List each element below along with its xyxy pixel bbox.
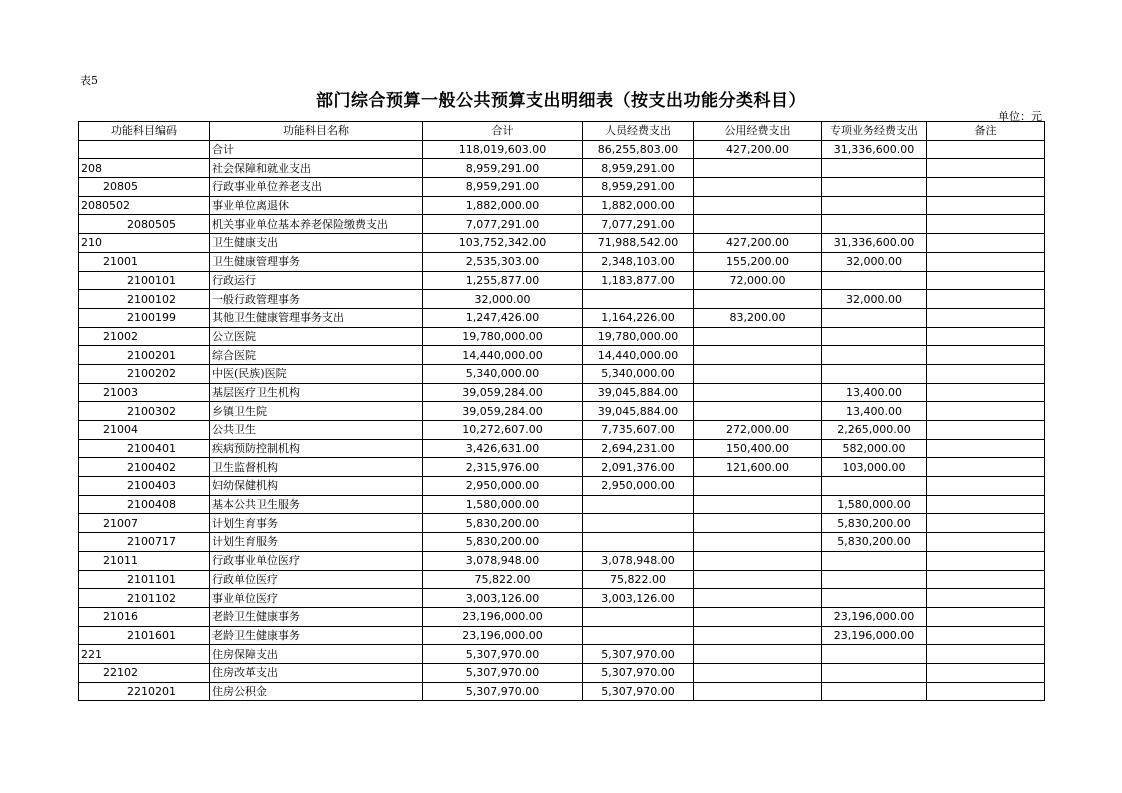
cell-public: 155,200.00: [694, 252, 822, 271]
cell-code: 2080502: [79, 196, 210, 215]
cell-personnel: 71,988,542.00: [583, 234, 694, 253]
cell-code: 2100199: [79, 308, 210, 327]
cell-total: 3,003,126.00: [423, 589, 583, 608]
cell-total: 1,247,426.00: [423, 308, 583, 327]
table-row: [79, 514, 1045, 533]
cell-note: [927, 551, 1045, 570]
header-total: 合计: [423, 122, 583, 141]
cell-total: 10,272,607.00: [423, 421, 583, 440]
cell-total: 2,315,976.00: [423, 458, 583, 477]
cell-personnel: 39,045,884.00: [583, 402, 694, 421]
cell-special: 32,000.00: [822, 252, 927, 271]
cell-personnel: 5,307,970.00: [583, 645, 694, 664]
table-row: [79, 364, 1045, 383]
table-row: [79, 215, 1045, 234]
cell-personnel: 5,307,970.00: [583, 663, 694, 682]
cell-name: 行政运行: [210, 271, 423, 290]
table-row: [79, 327, 1045, 346]
cell-special: [822, 364, 927, 383]
cell-special: 13,400.00: [822, 402, 927, 421]
cell-name: 公共卫生: [210, 421, 423, 440]
cell-note: [927, 514, 1045, 533]
budget-table: [78, 121, 1045, 701]
cell-public: [694, 495, 822, 514]
cell-personnel: [583, 607, 694, 626]
cell-personnel: 3,078,948.00: [583, 551, 694, 570]
cell-note: [927, 271, 1045, 290]
cell-total: 2,950,000.00: [423, 477, 583, 496]
cell-total: 5,307,970.00: [423, 663, 583, 682]
cell-special: [822, 682, 927, 701]
cell-public: 121,600.00: [694, 458, 822, 477]
table-row: [79, 589, 1045, 608]
cell-name: 行政事业单位医疗: [210, 551, 423, 570]
cell-personnel: [583, 290, 694, 309]
cell-code: 21016: [79, 607, 210, 626]
cell-special: [822, 589, 927, 608]
cell-note: [927, 682, 1045, 701]
cell-code: 2100402: [79, 458, 210, 477]
cell-note: [927, 645, 1045, 664]
cell-name: 基层医疗卫生机构: [210, 383, 423, 402]
cell-note: [927, 533, 1045, 552]
cell-note: [927, 402, 1045, 421]
cell-name: 住房公积金: [210, 682, 423, 701]
cell-personnel: 7,735,607.00: [583, 421, 694, 440]
cell-special: [822, 663, 927, 682]
cell-personnel: 2,950,000.00: [583, 477, 694, 496]
cell-note: [927, 308, 1045, 327]
cell-note: [927, 327, 1045, 346]
cell-note: [927, 570, 1045, 589]
cell-name: 乡镇卫生院: [210, 402, 423, 421]
cell-special: [822, 215, 927, 234]
cell-personnel: 14,440,000.00: [583, 346, 694, 365]
cell-total: 19,780,000.00: [423, 327, 583, 346]
unit-label: 单位：元: [998, 110, 1042, 123]
table-row: [79, 495, 1045, 514]
table-row: [79, 290, 1045, 309]
cell-special: 5,830,200.00: [822, 533, 927, 552]
table-row: [79, 551, 1045, 570]
cell-name: 住房改革支出: [210, 663, 423, 682]
cell-name: 卫生监督机构: [210, 458, 423, 477]
cell-public: [694, 215, 822, 234]
cell-personnel: 2,348,103.00: [583, 252, 694, 271]
table-row: [79, 196, 1045, 215]
table-body: [79, 140, 1045, 701]
cell-personnel: 7,077,291.00: [583, 215, 694, 234]
cell-code: 2101102: [79, 589, 210, 608]
cell-total: 118,019,603.00: [423, 140, 583, 159]
cell-total: 39,059,284.00: [423, 402, 583, 421]
cell-special: 103,000.00: [822, 458, 927, 477]
table-row: [79, 663, 1045, 682]
table-row: [79, 234, 1045, 253]
cell-code: 2100408: [79, 495, 210, 514]
cell-total: 8,959,291.00: [423, 159, 583, 178]
header-row: [79, 122, 1045, 141]
cell-total: 14,440,000.00: [423, 346, 583, 365]
table-row: [79, 533, 1045, 552]
document-title: 部门综合预算一般公共预算支出明细表（按支出功能分类科目）: [316, 91, 806, 111]
cell-code: 2101601: [79, 626, 210, 645]
cell-code: 2100302: [79, 402, 210, 421]
cell-special: [822, 159, 927, 178]
table-row: [79, 252, 1045, 271]
cell-name: 社会保障和就业支出: [210, 159, 423, 178]
cell-special: [822, 346, 927, 365]
cell-personnel: 3,003,126.00: [583, 589, 694, 608]
cell-personnel: 39,045,884.00: [583, 383, 694, 402]
table-row: [79, 626, 1045, 645]
cell-special: [822, 196, 927, 215]
cell-public: [694, 589, 822, 608]
cell-name: 一般行政管理事务: [210, 290, 423, 309]
cell-personnel: 19,780,000.00: [583, 327, 694, 346]
cell-public: [694, 626, 822, 645]
cell-public: [694, 364, 822, 383]
cell-total: 7,077,291.00: [423, 215, 583, 234]
cell-name: 妇幼保健机构: [210, 477, 423, 496]
cell-code: 2100202: [79, 364, 210, 383]
cell-name: 计划生育服务: [210, 533, 423, 552]
cell-note: [927, 178, 1045, 197]
header-special: 专项业务经费支出: [822, 122, 927, 141]
table-row: [79, 308, 1045, 327]
cell-special: 31,336,600.00: [822, 234, 927, 253]
cell-special: [822, 551, 927, 570]
cell-public: [694, 533, 822, 552]
cell-note: [927, 140, 1045, 159]
table-row: [79, 421, 1045, 440]
cell-name: 事业单位医疗: [210, 589, 423, 608]
cell-public: [694, 514, 822, 533]
cell-public: [694, 159, 822, 178]
cell-total: 103,752,342.00: [423, 234, 583, 253]
table-row: [79, 402, 1045, 421]
cell-special: [822, 645, 927, 664]
cell-note: [927, 383, 1045, 402]
cell-note: [927, 364, 1045, 383]
cell-public: 427,200.00: [694, 140, 822, 159]
cell-total: 23,196,000.00: [423, 626, 583, 645]
cell-name: 事业单位离退休: [210, 196, 423, 215]
cell-code: 2100401: [79, 439, 210, 458]
cell-total: 5,307,970.00: [423, 645, 583, 664]
cell-personnel: 5,340,000.00: [583, 364, 694, 383]
table-row: [79, 477, 1045, 496]
header-note: 备注: [927, 122, 1045, 141]
cell-special: [822, 570, 927, 589]
cell-personnel: 1,164,226.00: [583, 308, 694, 327]
cell-total: 5,830,200.00: [423, 533, 583, 552]
cell-note: [927, 589, 1045, 608]
cell-code: 2210201: [79, 682, 210, 701]
cell-code: 21002: [79, 327, 210, 346]
cell-public: [694, 663, 822, 682]
table-row: [79, 458, 1045, 477]
cell-code: 21011: [79, 551, 210, 570]
cell-public: 72,000.00: [694, 271, 822, 290]
header-personnel: 人员经费支出: [583, 122, 694, 141]
cell-personnel: 5,307,970.00: [583, 682, 694, 701]
cell-personnel: 1,882,000.00: [583, 196, 694, 215]
cell-name: 综合医院: [210, 346, 423, 365]
cell-special: 2,265,000.00: [822, 421, 927, 440]
header-name: 功能科目名称: [210, 122, 423, 141]
cell-public: 272,000.00: [694, 421, 822, 440]
cell-total: 23,196,000.00: [423, 607, 583, 626]
cell-personnel: 2,091,376.00: [583, 458, 694, 477]
cell-code: 210: [79, 234, 210, 253]
cell-name: 计划生育事务: [210, 514, 423, 533]
cell-code: 2100403: [79, 477, 210, 496]
cell-total: 2,535,303.00: [423, 252, 583, 271]
cell-note: [927, 439, 1045, 458]
table-row: [79, 383, 1045, 402]
cell-public: 427,200.00: [694, 234, 822, 253]
cell-total: 5,307,970.00: [423, 682, 583, 701]
cell-public: [694, 645, 822, 664]
cell-name: 行政事业单位养老支出: [210, 178, 423, 197]
cell-public: [694, 327, 822, 346]
cell-code: 2100101: [79, 271, 210, 290]
cell-code: 21003: [79, 383, 210, 402]
cell-personnel: 8,959,291.00: [583, 178, 694, 197]
cell-special: 5,830,200.00: [822, 514, 927, 533]
table-row: [79, 159, 1045, 178]
cell-note: [927, 421, 1045, 440]
cell-total: 3,426,631.00: [423, 439, 583, 458]
cell-special: [822, 327, 927, 346]
cell-note: [927, 215, 1045, 234]
cell-public: [694, 607, 822, 626]
cell-public: [694, 477, 822, 496]
cell-special: 31,336,600.00: [822, 140, 927, 159]
table-row: [79, 346, 1045, 365]
table-row: [79, 140, 1045, 159]
header-code: 功能科目编码: [79, 122, 210, 141]
cell-note: [927, 290, 1045, 309]
cell-special: [822, 271, 927, 290]
table-row: [79, 178, 1045, 197]
cell-code: 221: [79, 645, 210, 664]
cell-note: [927, 607, 1045, 626]
cell-name: 其他卫生健康管理事务支出: [210, 308, 423, 327]
cell-total: 32,000.00: [423, 290, 583, 309]
cell-personnel: 2,694,231.00: [583, 439, 694, 458]
cell-note: [927, 346, 1045, 365]
cell-code: 21004: [79, 421, 210, 440]
cell-personnel: 1,183,877.00: [583, 271, 694, 290]
cell-note: [927, 159, 1045, 178]
cell-name: 公立医院: [210, 327, 423, 346]
cell-public: [694, 570, 822, 589]
cell-note: [927, 663, 1045, 682]
table-row: [79, 439, 1045, 458]
cell-public: [694, 290, 822, 309]
cell-code: 208: [79, 159, 210, 178]
cell-total: 39,059,284.00: [423, 383, 583, 402]
cell-public: [694, 682, 822, 701]
cell-name: 老龄卫生健康事务: [210, 626, 423, 645]
cell-personnel: 86,255,803.00: [583, 140, 694, 159]
cell-personnel: [583, 533, 694, 552]
cell-code: 2100201: [79, 346, 210, 365]
cell-code: 2100102: [79, 290, 210, 309]
cell-total: 8,959,291.00: [423, 178, 583, 197]
cell-total: 5,340,000.00: [423, 364, 583, 383]
header-public: 公用经费支出: [694, 122, 822, 141]
cell-name: 基本公共卫生服务: [210, 495, 423, 514]
cell-code: [79, 140, 210, 159]
cell-total: 5,830,200.00: [423, 514, 583, 533]
cell-special: 13,400.00: [822, 383, 927, 402]
cell-name: 中医(民族)医院: [210, 364, 423, 383]
cell-public: [694, 383, 822, 402]
cell-public: 83,200.00: [694, 308, 822, 327]
cell-note: [927, 252, 1045, 271]
cell-name: 机关事业单位基本养老保险缴费支出: [210, 215, 423, 234]
cell-code: 21001: [79, 252, 210, 271]
table-row: [79, 271, 1045, 290]
cell-personnel: [583, 626, 694, 645]
cell-note: [927, 458, 1045, 477]
cell-note: [927, 196, 1045, 215]
cell-special: [822, 308, 927, 327]
cell-note: [927, 626, 1045, 645]
cell-public: [694, 178, 822, 197]
cell-special: 582,000.00: [822, 439, 927, 458]
cell-special: [822, 477, 927, 496]
cell-special: 32,000.00: [822, 290, 927, 309]
cell-public: [694, 551, 822, 570]
table-row: [79, 607, 1045, 626]
cell-personnel: [583, 514, 694, 533]
cell-special: [822, 178, 927, 197]
cell-code: 2100717: [79, 533, 210, 552]
cell-name: 老龄卫生健康事务: [210, 607, 423, 626]
cell-name: 疾病预防控制机构: [210, 439, 423, 458]
cell-note: [927, 477, 1045, 496]
table-number: 表5: [80, 74, 98, 87]
cell-total: 1,580,000.00: [423, 495, 583, 514]
cell-special: 23,196,000.00: [822, 607, 927, 626]
cell-total: 3,078,948.00: [423, 551, 583, 570]
cell-special: 23,196,000.00: [822, 626, 927, 645]
cell-public: [694, 402, 822, 421]
cell-public: [694, 196, 822, 215]
cell-note: [927, 234, 1045, 253]
cell-personnel: 8,959,291.00: [583, 159, 694, 178]
cell-name: 住房保障支出: [210, 645, 423, 664]
cell-code: 2080505: [79, 215, 210, 234]
cell-personnel: 75,822.00: [583, 570, 694, 589]
cell-name: 合计: [210, 140, 423, 159]
cell-public: [694, 346, 822, 365]
cell-name: 卫生健康支出: [210, 234, 423, 253]
cell-total: 1,255,877.00: [423, 271, 583, 290]
cell-note: [927, 495, 1045, 514]
cell-code: 22102: [79, 663, 210, 682]
cell-name: 卫生健康管理事务: [210, 252, 423, 271]
cell-public: 150,400.00: [694, 439, 822, 458]
cell-code: 21007: [79, 514, 210, 533]
table-row: [79, 645, 1045, 664]
table-row: [79, 570, 1045, 589]
cell-special: 1,580,000.00: [822, 495, 927, 514]
cell-name: 行政单位医疗: [210, 570, 423, 589]
cell-total: 1,882,000.00: [423, 196, 583, 215]
cell-personnel: [583, 495, 694, 514]
table-row: [79, 682, 1045, 701]
cell-total: 75,822.00: [423, 570, 583, 589]
cell-code: 2101101: [79, 570, 210, 589]
cell-code: 20805: [79, 178, 210, 197]
